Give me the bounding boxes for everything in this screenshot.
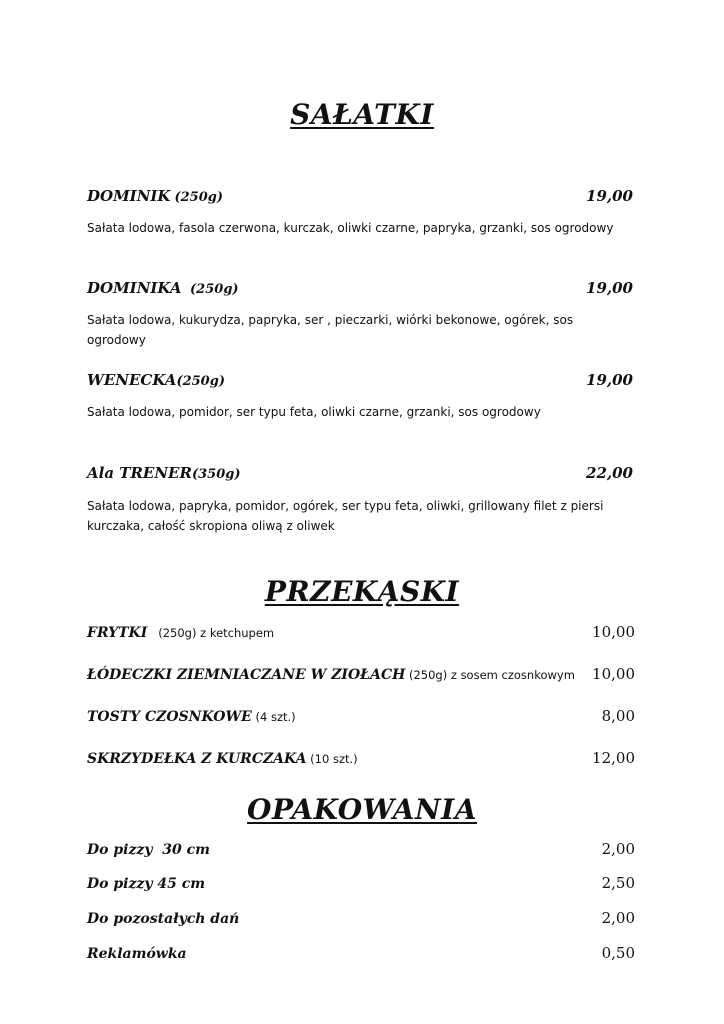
salad-price: 19,00: [586, 187, 633, 205]
packaging-price: 2,00: [601, 840, 635, 858]
salad-price: 19,00: [586, 371, 633, 389]
snack-label: [87, 666, 575, 684]
snack-note: (10 szt.): [306, 752, 358, 766]
packaging-name: Do pozostałych dań: [87, 911, 240, 927]
snack-price: 8,00: [601, 707, 635, 725]
salad-item-dominik: [87, 187, 633, 209]
salad-item-wenecka: [87, 371, 633, 393]
packaging-price: 2,00: [601, 909, 635, 927]
snack-note: (250g) z ketchupem: [147, 626, 275, 640]
salad-price: 22,00: [586, 464, 633, 482]
snack-name: ŁÓDECZKI ZIEMNIACZANE W ZIOŁACH: [87, 667, 406, 683]
packaging-price: 2,50: [601, 874, 635, 892]
snack-label: [87, 624, 274, 642]
salad-description: Sałata lodowa, papryka, pomidor, ogórek, ser typu feta, oliwki, grillowany filet z piersi kurczaka, całość skropiona oliwą z oliwek: [87, 499, 604, 533]
packaging-name: Do pizzy 30 cm: [87, 842, 210, 858]
salad-description: Sałata lodowa, pomidor, ser typu feta, oliwki czarne, grzanki, sos ogrodowy: [87, 405, 541, 419]
salatki-title: SAŁATKI: [290, 98, 434, 131]
salad-label: [87, 187, 223, 206]
packaging-item: [87, 944, 635, 966]
packaging-item: [87, 840, 635, 862]
packaging-item: [87, 909, 635, 931]
snack-item-skrzydelka: [87, 749, 635, 771]
salad-weight: (250g): [185, 282, 239, 297]
przekaski-title: PRZEKĄSKI: [264, 575, 460, 608]
snack-note: (4 szt.): [251, 710, 296, 724]
salad-name: DOMINIK: [87, 187, 171, 205]
salad-description: Sałata lodowa, fasola czerwona, kurczak, oliwki czarne, papryka, grzanki, sos ogrodowy: [87, 221, 614, 235]
salad-weight: (350g): [191, 467, 241, 482]
salad-name: WENECKA: [87, 371, 177, 389]
packaging-name: Reklamówka: [87, 946, 187, 962]
packaging-price: 0,50: [601, 944, 635, 962]
snack-label: [87, 750, 358, 768]
salad-item-ala-trener: [87, 464, 633, 486]
packaging-item: [87, 874, 635, 896]
salad-label: [87, 464, 240, 483]
snack-price: 10,00: [592, 623, 635, 641]
salad-label: [87, 371, 225, 390]
snack-item-frytki: [87, 623, 635, 645]
salad-price: 19,00: [586, 279, 633, 297]
snack-item-tosty: [87, 707, 635, 729]
salad-description: Sałata lodowa, kukurydza, papryka, ser , pieczarki, wiórki bekonowe, ogórek, sos ogrodowy: [87, 313, 574, 347]
opakowania-title: OPAKOWANIA: [247, 793, 477, 826]
snack-note: (250g) z sosem czosnkowym: [405, 668, 575, 682]
salad-item-dominika: [87, 279, 633, 301]
salad-name: DOMINIKA: [87, 279, 182, 297]
snack-name: SKRZYDEŁKA Z KURCZAKA: [87, 751, 307, 767]
salad-name: Ala TRENER: [87, 464, 192, 482]
snack-name: FRYTKI: [87, 625, 148, 641]
packaging-name: Do pizzy 45 cm: [87, 876, 206, 892]
salad-label: [87, 279, 239, 298]
snack-item-lodeczki: [87, 665, 635, 687]
snack-price: 12,00: [592, 749, 635, 767]
salad-weight: (250g): [176, 374, 225, 389]
salad-weight: (250g): [174, 190, 223, 205]
snack-label: [87, 708, 296, 726]
snack-price: 10,00: [592, 665, 635, 683]
snack-name: TOSTY CZOSNKOWE: [87, 709, 252, 725]
